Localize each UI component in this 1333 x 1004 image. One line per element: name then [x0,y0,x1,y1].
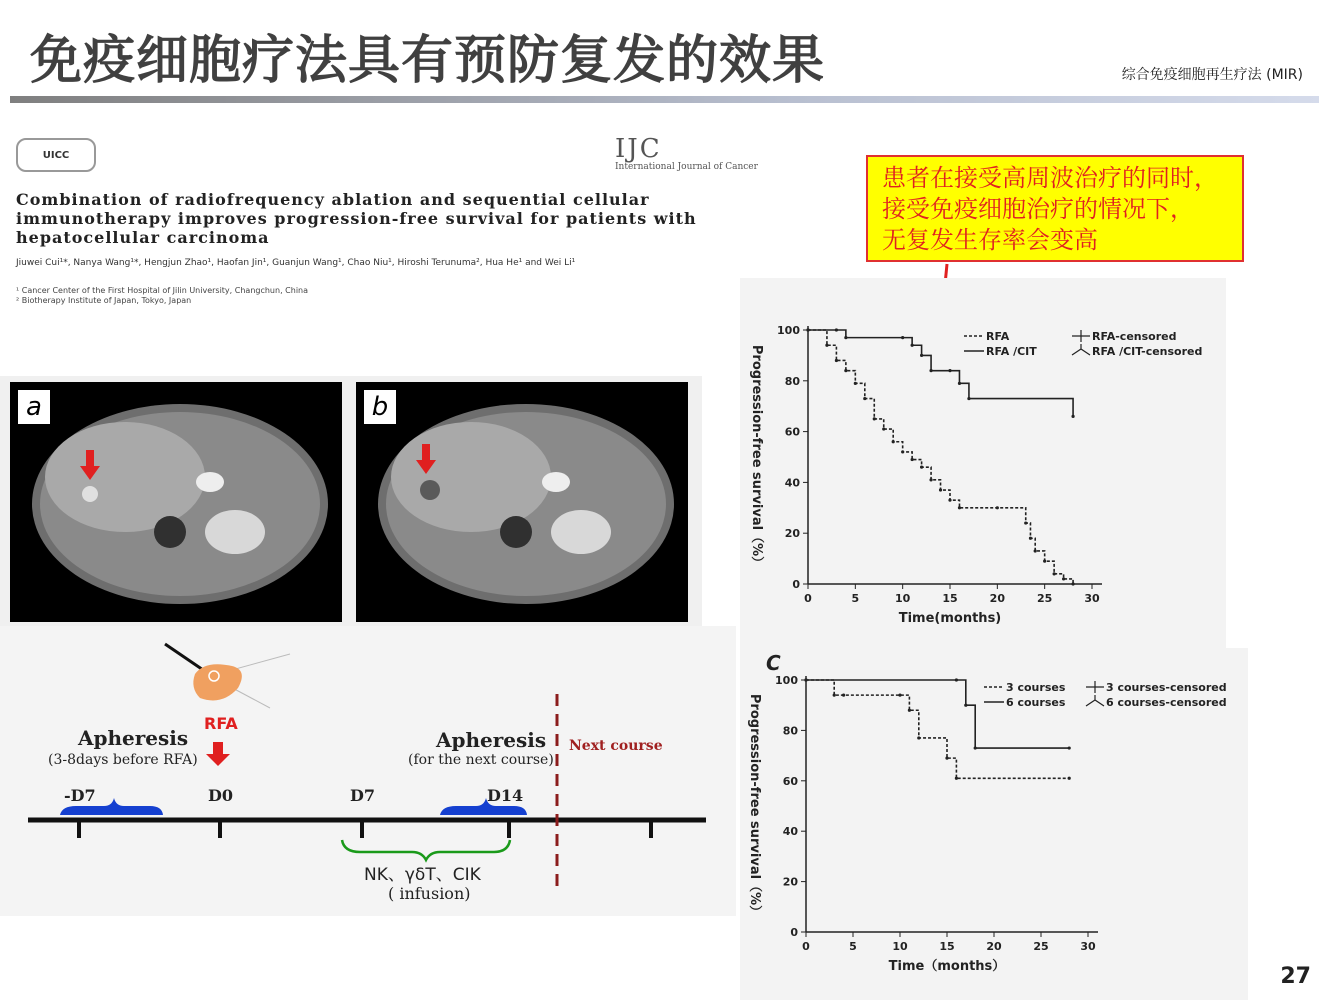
infusion-note: ( infusion) [388,884,471,903]
journal-logo [615,134,758,172]
series-point-1 [929,478,932,481]
liver-icon [193,664,242,700]
series-point-1 [939,488,942,491]
legend-label-1: 3 courses [1006,681,1066,694]
series-point-1 [1053,572,1056,575]
x-tick-label: 30 [1084,592,1100,605]
series-point-2 [955,678,958,681]
page-title: 免疫细胞疗法具有预防复发的效果 [30,31,826,91]
y-tick-label: 0 [790,926,798,939]
series-point-2 [806,328,809,331]
title-divider [10,96,1319,103]
series-point-2 [964,704,967,707]
apheresis-note-1: (3-8days before RFA) [48,752,198,768]
series-point-1 [898,694,901,697]
series-point-2 [920,354,923,357]
x-tick-label: 10 [895,592,911,605]
series-point-1 [908,709,911,712]
day-14-label: D14 [487,786,524,805]
x-tick-label: 0 [804,592,812,605]
legend-swatch-4 [1072,344,1090,355]
panel-label-c: C [766,651,781,675]
callout-line-2: 接受免疫细胞治疗的情况下， [882,195,1194,223]
series-point-2 [804,678,807,681]
paper-authors: Jiuwei Cui¹*, Nanya Wang¹*, Hengjun Zhao¹, Haofan Jin¹, Guanjun Wang¹, Chao Niu¹, Hiroshi Terunuma², Hua He¹ and Wei Li¹ [16,258,576,268]
series-point-1 [835,359,838,362]
pfs-chart-courses [740,648,1248,1000]
series-point-1 [945,757,948,760]
legend-label-3: RFA-censored [1092,330,1177,343]
series-line-1 [806,680,1069,778]
x-tick-label: 15 [939,940,955,953]
series-point-1 [892,440,895,443]
legend-label-2: 6 courses [1006,696,1066,709]
series-point-1 [911,458,914,461]
day-0-label: D0 [208,786,234,805]
series-point-1 [996,506,999,509]
pfs-chart-courses-svg [740,648,1248,1000]
series-point-2 [974,746,977,749]
y-tick-label: 60 [784,425,800,439]
series-point-1 [920,466,923,469]
legend-label-2: RFA /CIT [986,345,1037,358]
uicc-logo: UICC [16,138,96,172]
x-tick-label: 5 [851,592,860,605]
series-point-1 [882,427,885,430]
paper-header [0,120,790,320]
series-point-2 [1068,746,1071,749]
treatment-timeline [0,626,736,916]
liver-scan-b [356,382,688,622]
infusion-cells-label: NK、γδT、CIK [364,865,481,885]
apheresis-label-1: Apheresis [78,726,189,750]
callout-line-1: 患者在接受高周波治疗的同时， [882,164,1218,192]
series-point-1 [1068,777,1071,780]
series-point-1 [1043,560,1046,563]
day-7-label: D7 [350,786,376,805]
series-point-1 [844,369,847,372]
next-course-label: Next course [569,738,663,754]
series-point-2 [911,344,914,347]
x-tick-label: 0 [802,940,810,953]
y-tick-label: 0 [792,578,800,591]
panel-label-b: b [364,390,396,424]
y-tick-label: 20 [782,875,798,889]
series-point-1 [917,736,920,739]
affiliation-2: ² Biotherapy Institute of Japan, Tokyo, Japan [16,296,192,305]
legend-swatch-4 [1086,695,1104,706]
series-point-2 [948,369,951,372]
infusion-bracket [342,840,510,860]
x-tick-label: 5 [849,940,857,953]
x-tick-label: 10 [892,940,908,953]
y-tick-label: 80 [784,374,800,388]
y-tick-label: 40 [784,476,800,490]
series-point-2 [958,382,961,385]
x-tick-label: 20 [989,592,1005,605]
series-point-1 [833,694,836,697]
apheresis-note-2: (for the next course) [408,752,554,768]
x-axis-label: Time(months) [898,611,1002,626]
series-point-2 [844,336,847,339]
page-number: 27 [1280,964,1311,989]
mri-image-b [356,382,688,622]
mri-image-a [10,382,342,622]
series-line-2 [808,330,1073,416]
series-point-1 [901,450,904,453]
affiliation-1: ¹ Cancer Center of the First Hospital of Jilin University, Changchun, China [16,286,309,295]
panel-label-a: a [18,390,50,424]
mri-figure [0,376,702,626]
series-point-1 [842,694,845,697]
journal-short: IJC [615,134,662,164]
x-tick-label: 25 [1037,592,1053,605]
series-point-1 [948,499,951,502]
liver-scan-a [10,382,342,622]
y-tick-label: 40 [782,825,798,839]
paper-title: Combination of radiofrequency ablation and sequential cellular immunotherapy improves progression-free survival for patients with hepatocellular carcinoma [16,190,697,247]
y-tick-label: 100 [777,324,800,337]
x-tick-label: 20 [986,940,1002,953]
legend-label-4: RFA /CIT-censored [1092,345,1203,358]
apheresis-label-2: Apheresis [436,728,547,752]
callout-line-3: 无复发生存率会变高 [882,226,1098,254]
legend-label-4: 6 courses-censored [1106,696,1227,709]
series-point-2 [901,336,904,339]
rfa-label: RFA [204,714,238,733]
series-line-1 [808,330,1073,584]
day-minus7-label: -D7 [64,786,96,805]
pfs-chart-rfa-svg [740,278,1226,648]
y-tick-label: 80 [782,724,798,738]
series-point-1 [825,344,828,347]
highlight-callout [866,155,1244,262]
series-point-2 [835,328,838,331]
legend-label-3: 3 courses-censored [1106,681,1227,694]
y-tick-label: 100 [775,674,798,687]
series-point-1 [873,417,876,420]
x-axis-label: Time（months） [888,959,1006,974]
series-point-1 [1062,577,1065,580]
x-tick-label: 25 [1033,940,1049,953]
rfa-arrow-icon [206,742,230,766]
series-point-1 [1024,521,1027,524]
journal-full: International Journal of Cancer [615,162,758,172]
series-point-2 [929,369,932,372]
paper-affiliations [16,286,716,306]
y-axis-label: Progression-free survival（%） [747,693,762,919]
series-point-1 [955,777,958,780]
series-point-1 [1071,582,1074,585]
x-tick-label: 30 [1080,940,1096,953]
series-point-2 [967,397,970,400]
series-point-2 [1071,415,1074,418]
series-point-1 [854,382,857,385]
series-point-1 [958,506,961,509]
y-tick-label: 60 [782,774,798,788]
y-tick-label: 20 [784,527,800,541]
pfs-chart-rfa [740,278,1226,648]
series-point-1 [1034,549,1037,552]
series-point-1 [1029,537,1032,540]
y-axis-label: Progression-free survival（%） [749,344,764,570]
x-tick-label: 15 [942,592,958,605]
legend-label-1: RFA [986,330,1010,343]
page-subtitle: 综合免疫细胞再生疗法 (MIR) [1121,67,1303,83]
series-point-1 [863,397,866,400]
